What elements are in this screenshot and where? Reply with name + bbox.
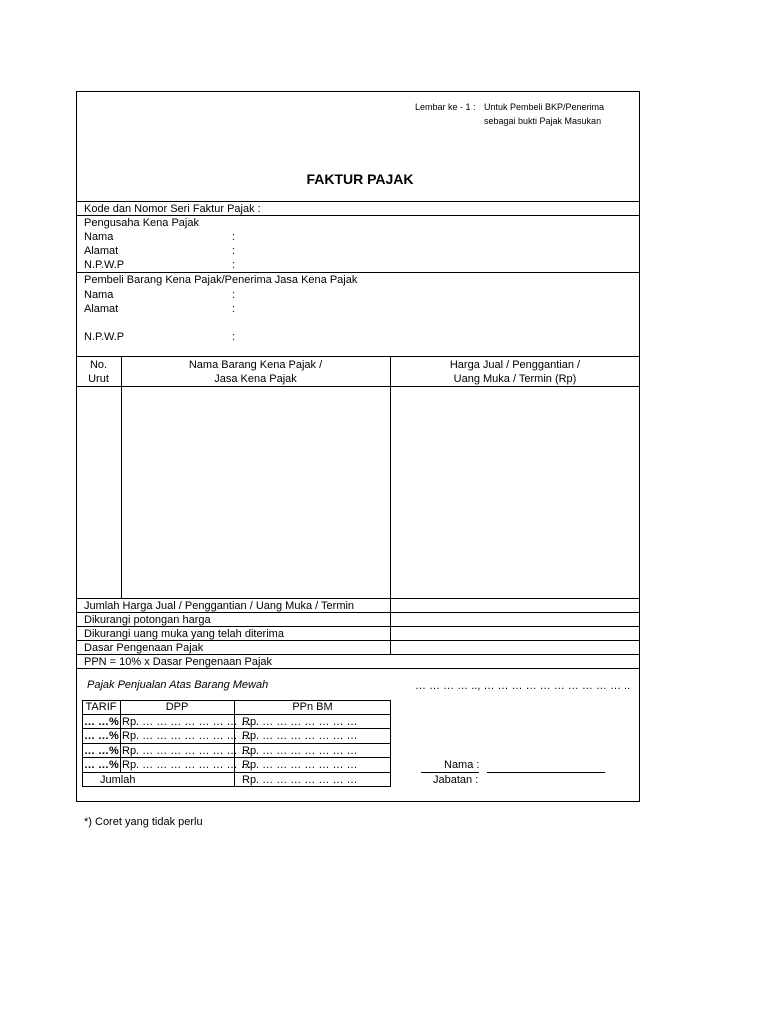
col-nama-header-2: Jasa Kena Pajak [214,373,297,385]
ppnbm-row-ppnbm: Rp. … … … … … … … [242,716,358,728]
lembar-line-2: sebagai bukti Pajak Masukan [484,116,602,126]
pembeli-alamat-colon: : [232,303,236,315]
pembeli-heading: Pembeli Barang Kena Pajak/Penerima Jasa Kena Pajak [84,274,358,286]
summary-potongan: Dikurangi potongan harga [84,614,211,626]
page-title: FAKTUR PAJAK [306,171,414,187]
ppnbm-col-tarif: TARIF [85,701,117,713]
pengusaha-alamat-label: Alamat [84,245,119,257]
pembeli-nama-colon: : [232,289,236,301]
signature-jabatan-label: Jabatan : [433,774,479,786]
pengusaha-npwp-label: N.P.W.P [84,259,125,271]
ppnbm-col-dpp: DPP [165,701,189,713]
ppnbm-col-ppnbm: PPn BM [292,701,333,713]
ppnbm-row-dpp: Rp. … … … … … … … … [122,759,252,771]
ppnbm-row-ppnbm: Rp. … … … … … … … [242,730,358,742]
ppnbm-row-dpp: Rp. … … … … … … … … [122,745,252,757]
col-no-header-1: No. [89,359,108,371]
col-harga-header-2: Uang Muka / Termin (Rp) [453,373,577,385]
ppnbm-row-dpp: Rp. … … … … … … … … [122,730,252,742]
signature-nama-label: Nama : [444,759,480,771]
col-no-header-2: Urut [88,373,109,385]
pengusaha-alamat-colon: : [232,245,236,257]
pengusaha-nama-colon: : [232,231,236,243]
footnote: *) Coret yang tidak perlu [84,816,203,828]
summary-dpp: Dasar Pengenaan Pajak [84,642,204,654]
signature-line [487,772,605,773]
pembeli-npwp-colon: : [232,331,236,343]
summary-ppn: PPN = 10% x Dasar Pengenaan Pajak [84,656,273,668]
column-divider [390,356,391,654]
faktur-form-frame [76,91,640,802]
ppnbm-jumlah-value: Rp. … … … … … … … [242,774,358,786]
kode-seri-label: Kode dan Nomor Seri Faktur Pajak : [84,203,261,215]
col-harga-header-1: Harga Jual / Penggantian / [449,359,581,371]
ppnbm-row-tarif: … …% [84,716,119,728]
column-divider [121,356,122,598]
summary-jumlah: Jumlah Harga Jual / Penggantian / Uang Muka / Termin [84,600,355,612]
ppnbm-heading: Pajak Penjualan Atas Barang Mewah [87,679,269,691]
ppnbm-row-tarif: … …% [84,759,119,771]
divider [76,386,640,387]
col-nama-header-1: Nama Barang Kena Pajak / [188,359,323,371]
divider [76,356,640,357]
pembeli-nama-label: Nama [84,289,114,301]
place-date-line: … … … … .., … … … … … … … … … … .. [415,680,631,692]
pengusaha-heading: Pengusaha Kena Pajak [84,217,199,229]
ppnbm-jumlah-label: Jumlah [100,774,136,786]
ppnbm-row-dpp: Rp. … … … … … … … … [122,716,252,728]
ppnbm-row-ppnbm: Rp. … … … … … … … [242,759,358,771]
summary-uang-muka: Dikurangi uang muka yang telah diterima [84,628,284,640]
pengusaha-nama-label: Nama [84,231,114,243]
ppnbm-row-tarif: … …% [84,745,119,757]
pembeli-alamat-label: Alamat [84,303,119,315]
lembar-line-1: Untuk Pembeli BKP/Penerima [484,102,605,112]
pembeli-npwp-label: N.P.W.P [84,331,125,343]
pengusaha-npwp-colon: : [232,259,236,271]
lembar-label: Lembar ke - 1 : [415,102,476,112]
ppnbm-row-tarif: … …% [84,730,119,742]
ppnbm-row-ppnbm: Rp. … … … … … … … [242,745,358,757]
